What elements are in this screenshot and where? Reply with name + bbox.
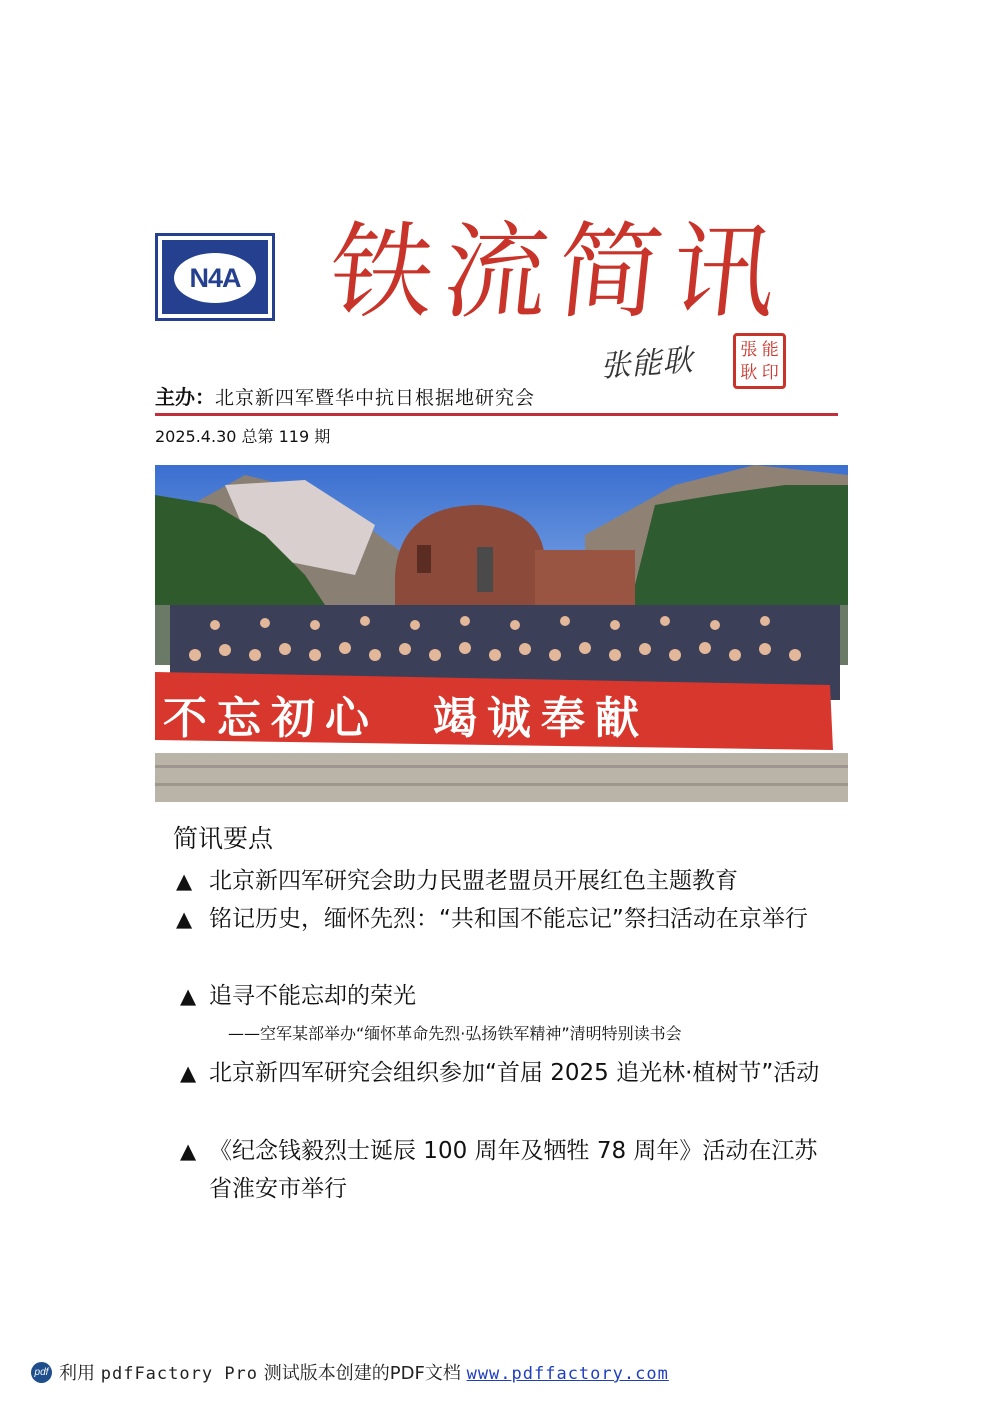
banner-text: 不忘初心 竭诚奉献 xyxy=(163,693,649,744)
footer-prefix: 利用 xyxy=(59,1363,95,1384)
highlight-item xyxy=(180,1054,840,1092)
triangle-bullet-icon: ▲ xyxy=(180,1061,197,1085)
footer-suffix: 测试版本创建的PDF文档 xyxy=(263,1363,461,1384)
calligrapher-signature: 张能耿 xyxy=(599,343,695,385)
footer-link[interactable]: www.pdffactory.com xyxy=(466,1364,669,1384)
n4a-logo xyxy=(155,233,275,321)
highlight-item xyxy=(180,977,840,1015)
highlight-text: 追寻不能忘却的荣光 xyxy=(209,983,416,1009)
seal-char: 耿 xyxy=(740,362,758,383)
logo-oval xyxy=(174,253,256,303)
triangle-bullet-icon: ▲ xyxy=(176,869,193,893)
statue xyxy=(477,547,493,592)
host-line xyxy=(155,382,535,412)
seal-char: 印 xyxy=(761,362,779,383)
footer-watermark xyxy=(59,1362,669,1386)
group-photo xyxy=(155,465,848,802)
host-organization: 北京新四军暨华中抗日根据地研究会 xyxy=(215,387,536,409)
triangle-bullet-icon: ▲ xyxy=(180,984,197,1008)
steps xyxy=(155,753,848,802)
logo-text: N4A xyxy=(189,262,241,293)
seal-char: 張 xyxy=(740,339,758,360)
pdffactory-icon: pdf xyxy=(31,1362,52,1383)
highlight-item xyxy=(176,862,836,900)
memorial-wing xyxy=(535,550,635,605)
red-seal-stamp xyxy=(733,333,786,389)
highlights-title: 简讯要点 xyxy=(173,824,274,853)
highlight-item xyxy=(180,1132,840,1208)
highlight-text: 《纪念钱毅烈士诞辰 100 周年及牺牲 78 周年》活动在江苏省淮安市举行 xyxy=(209,1138,818,1202)
header-divider xyxy=(155,413,838,416)
highlight-text: 北京新四军研究会助力民盟老盟员开展红色主题教育 xyxy=(209,868,738,894)
triangle-bullet-icon: ▲ xyxy=(180,1139,197,1163)
newsletter-title: 铁流简讯 xyxy=(323,211,793,333)
footer-product: pdfFactory Pro xyxy=(100,1364,259,1384)
memorial-window xyxy=(417,545,431,573)
issue-info: 2025.4.30 总第 119 期 xyxy=(155,427,331,446)
triangle-bullet-icon: ▲ xyxy=(176,907,193,931)
host-label: 主办： xyxy=(155,385,215,409)
highlight-subtitle: ——空军某部举办“缅怀革命先烈·弘扬铁军精神”清明特别读书会 xyxy=(228,1024,682,1043)
highlight-text: 铭记历史，缅怀先烈：“共和国不能忘记”祭扫活动在京举行 xyxy=(209,906,808,932)
highlight-text: 北京新四军研究会组织参加“首届 2025 追光林·植树节”活动 xyxy=(209,1060,820,1086)
logo-background xyxy=(162,240,268,314)
seal-char: 能 xyxy=(761,339,779,360)
highlight-item xyxy=(176,900,836,938)
